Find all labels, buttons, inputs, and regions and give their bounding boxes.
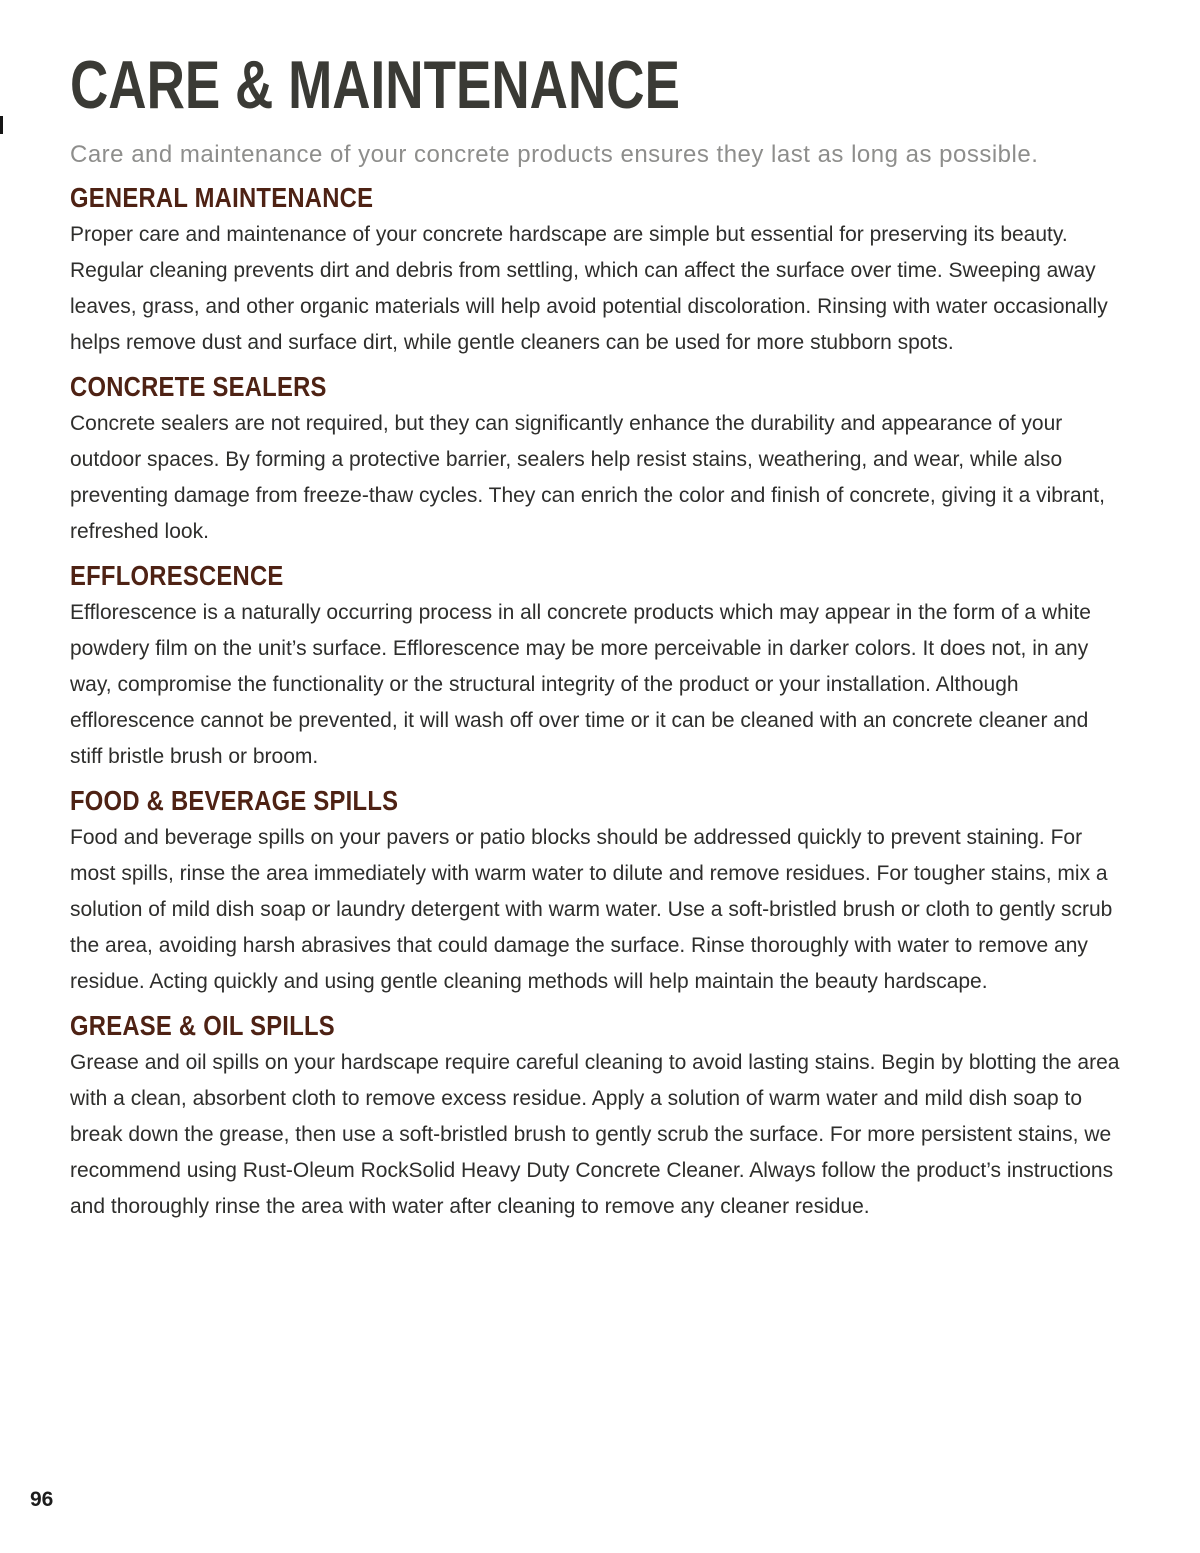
section-food-beverage-spills [70, 787, 1122, 1000]
section-heading: GENERAL MAINTENANCE [70, 182, 374, 213]
section-general-maintenance [70, 184, 1122, 361]
page-subtitle: Care and maintenance of your concrete products ensures they last as long as possible. [70, 141, 1039, 168]
section-heading: CONCRETE SEALERS [70, 371, 327, 402]
section-grease-oil-spills [70, 1012, 1122, 1225]
section-body: Grease and oil spills on your hardscape require careful cleaning to avoid lasting stains. Begin by blotting the area with a clean, absorbent cloth to remove excess residue. Apply a solution of warm water and mild dish soap to break down the grease, then use a soft-bristled brush to gently scrub the surface. For more persistent stains, we recommend using Rust-Oleum RockSolid Heavy Duty Concrete Cleaner. Always follow the product’s instructions and thoroughly rinse the area with water after cleaning to remove any cleaner residue. [70, 1051, 1120, 1218]
section-heading: GREASE & OIL SPILLS [70, 1010, 335, 1041]
section-body: Concrete sealers are not required, but they can significantly enhance the durability and appearance of your outdoor spaces. By forming a protective barrier, sealers help resist stains, weathering, and wear, while also preventing damage from freeze-thaw cycles. They can enrich the color and finish of concrete, giving it a vibrant, refreshed look. [70, 412, 1105, 543]
section-heading: EFFLORESCENCE [70, 560, 284, 591]
section-efflorescence [70, 562, 1122, 775]
page-number: 96 [30, 1488, 54, 1511]
page-content [70, 47, 1122, 1225]
page-title: CARE & MAINTENANCE [70, 47, 680, 123]
section-heading: FOOD & BEVERAGE SPILLS [70, 785, 399, 816]
page-edge-mark [0, 116, 3, 134]
section-body: Proper care and maintenance of your concrete hardscape are simple but essential for preserving its beauty. Regular cleaning prevents dirt and debris from settling, which can affect the surface over time. Sweeping away leaves, grass, and other organic materials will help avoid potential discoloration. Rinsing with water occasionally helps remove dust and surface dirt, while gentle cleaners can be used for more stubborn spots. [70, 223, 1108, 354]
section-body: Food and beverage spills on your pavers or patio blocks should be addressed quickly to prevent staining. For most spills, rinse the area immediately with warm water to dilute and remove residues. For tougher stains, mix a solution of mild dish soap or laundry detergent with warm water. Use a soft-bristled brush or cloth to gently scrub the area, avoiding harsh abrasives that could damage the surface. Rinse thoroughly with water to remove any residue. Acting quickly and using gentle cleaning methods will help maintain the beauty hardscape. [70, 826, 1113, 993]
section-concrete-sealers [70, 373, 1122, 550]
section-body: Efflorescence is a naturally occurring process in all concrete products which may appear in the form of a white powdery film on the unit’s surface. Efflorescence may be more perceivable in darker colors. It does not, in any way, compromise the functionality or the structural integrity of the product or your installation. Although efflorescence cannot be prevented, it will wash off over time or it can be cleaned with an concrete cleaner and stiff bristle brush or broom. [70, 601, 1091, 768]
